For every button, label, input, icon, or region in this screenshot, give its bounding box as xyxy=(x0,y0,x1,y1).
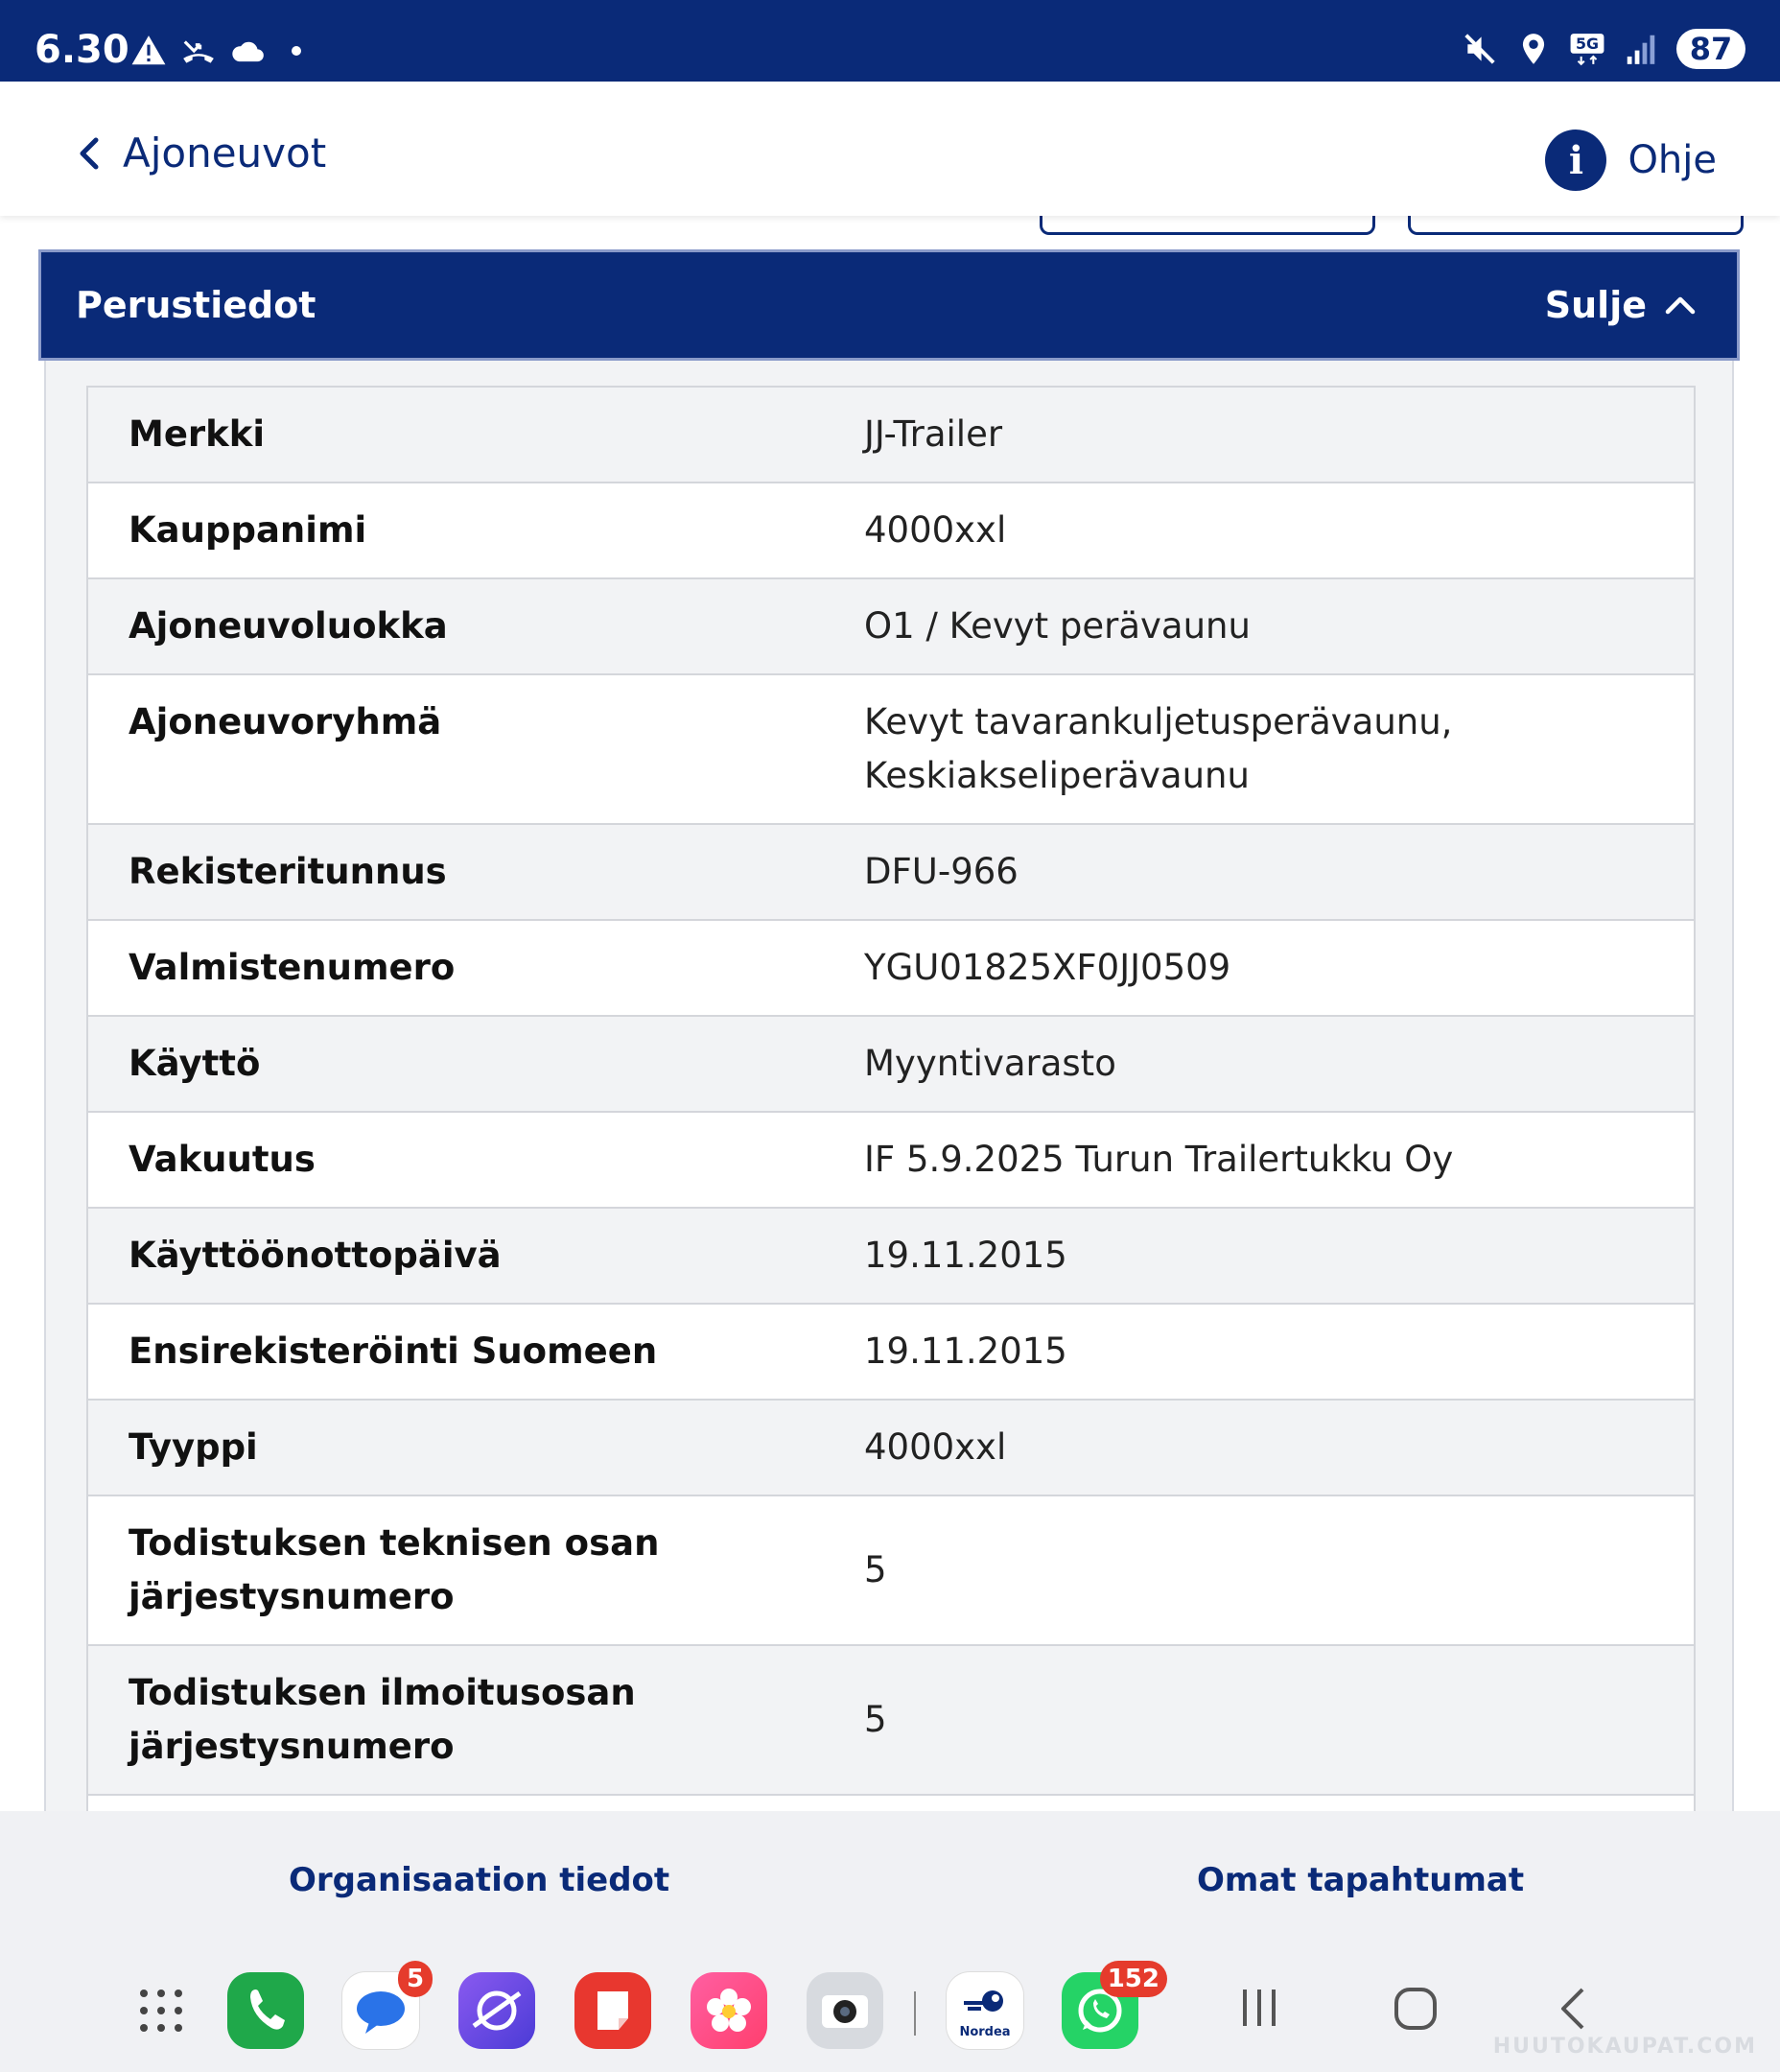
table-row xyxy=(88,388,1694,483)
recent-apps-icon[interactable] xyxy=(1237,1986,1281,2030)
phone-app-icon[interactable] xyxy=(227,1972,304,2049)
watermark: HUUTOKAUPAT.COM xyxy=(1492,2035,1757,2059)
dot-icon xyxy=(292,46,301,56)
camera-app-icon[interactable] xyxy=(807,1972,883,2049)
row-label: Tyyppi xyxy=(129,1426,258,1468)
row-value: 4000xxl xyxy=(864,1426,1007,1468)
row-label: Ensirekisteröinti Suomeen xyxy=(129,1330,658,1372)
bottom-tabs xyxy=(0,1811,1780,1945)
row-label: Merkki xyxy=(129,413,266,455)
nordea-logo-icon xyxy=(947,1972,1023,2049)
table-row xyxy=(88,1496,1694,1646)
row-label: Todistuksen ilmoitusosan järjestysnumero xyxy=(129,1672,636,1767)
basic-info-section xyxy=(38,249,1740,1823)
table-row xyxy=(88,579,1694,675)
dock-separator xyxy=(914,1991,916,2036)
5g-icon xyxy=(1569,31,1605,67)
help-label: Ohje xyxy=(1628,138,1717,182)
tab-organisation-info[interactable]: Organisaation tiedot xyxy=(289,1861,670,1899)
chevron-left-icon xyxy=(75,134,104,173)
chevron-up-icon xyxy=(1664,294,1697,316)
row-label: Ajoneuvoluokka xyxy=(129,605,448,647)
row-value: DFU-966 xyxy=(864,851,1019,892)
row-value: YGU01825XF0JJ0509 xyxy=(864,947,1231,988)
messages-app-icon[interactable] xyxy=(342,1965,425,2049)
row-label: Rekisteritunnus xyxy=(129,851,447,892)
battery-indicator: 87 xyxy=(1676,29,1745,69)
row-value: 5 xyxy=(864,1699,887,1740)
back-button[interactable] xyxy=(75,130,326,177)
row-value: IF 5.9.2025 Turun Trailertukku Oy xyxy=(864,1139,1454,1180)
note-glyph-icon xyxy=(574,1972,651,2049)
signal-icon xyxy=(1623,31,1659,67)
system-nav-bar xyxy=(0,1945,1780,2072)
row-label: Ajoneuvoryhmä xyxy=(129,701,442,742)
status-left-icons xyxy=(130,33,301,69)
cloud-icon xyxy=(230,33,267,69)
apps-grid-icon[interactable] xyxy=(138,1988,184,2034)
info-icon: i xyxy=(1545,130,1606,191)
table-row xyxy=(88,921,1694,1017)
row-label: Valmistenumero xyxy=(129,947,456,988)
section-header[interactable] xyxy=(38,249,1740,361)
location-icon xyxy=(1515,31,1552,67)
row-value: Kevyt tavarankuljetusperävaunu, Keskiakseliperävaunu xyxy=(864,701,1453,796)
back-label: Ajoneuvot xyxy=(123,130,327,177)
table-row xyxy=(88,1305,1694,1401)
internet-app-icon[interactable] xyxy=(458,1972,535,2049)
row-value: 4000xxl xyxy=(864,509,1007,551)
details-table xyxy=(86,386,1696,1823)
whatsapp-app-icon[interactable] xyxy=(1062,1965,1159,2049)
notes-app-icon[interactable] xyxy=(574,1972,651,2049)
help-button[interactable] xyxy=(1545,130,1717,191)
row-value: 5 xyxy=(864,1549,887,1590)
notification-badge: 5 xyxy=(398,1961,433,1997)
table-row xyxy=(88,483,1694,579)
row-value: JJ-Trailer xyxy=(864,413,1003,455)
app-header xyxy=(0,82,1780,216)
table-row xyxy=(88,1017,1694,1113)
planet-glyph-icon xyxy=(458,1972,535,2049)
collapse-button[interactable] xyxy=(1545,284,1697,326)
collapse-label: Sulje xyxy=(1544,284,1647,326)
warning-icon xyxy=(130,33,167,69)
table-row xyxy=(88,1209,1694,1305)
gallery-app-icon[interactable] xyxy=(691,1972,767,2049)
table-row xyxy=(88,675,1694,825)
section-title: Perustiedot xyxy=(76,284,316,326)
phone-glyph-icon xyxy=(227,1972,304,2049)
notification-badge: 152 xyxy=(1100,1961,1167,1997)
back-nav-icon[interactable] xyxy=(1554,1986,1592,2032)
row-value: Myyntivarasto xyxy=(864,1043,1116,1084)
row-value: 19.11.2015 xyxy=(864,1330,1067,1372)
tab-own-events[interactable]: Omat tapahtumat xyxy=(1197,1861,1525,1899)
row-label: Vakuutus xyxy=(129,1139,316,1180)
camera-glyph-icon xyxy=(807,1972,883,2049)
status-right-icons xyxy=(1462,29,1745,69)
row-value: O1 / Kevyt perävaunu xyxy=(864,605,1251,647)
table-row xyxy=(88,825,1694,921)
table-row xyxy=(88,1646,1694,1796)
row-label: Käyttö xyxy=(129,1043,261,1084)
mute-icon xyxy=(1462,31,1498,67)
row-label: Todistuksen teknisen osan järjestysnumero xyxy=(129,1522,660,1617)
table-row xyxy=(88,1113,1694,1209)
row-value: 19.11.2015 xyxy=(864,1235,1067,1276)
table-row xyxy=(88,1401,1694,1496)
flower-glyph-icon xyxy=(691,1972,767,2049)
missed-call-icon xyxy=(180,33,217,69)
nordea-app-icon[interactable] xyxy=(947,1972,1023,2049)
nordea-label: Nordea xyxy=(959,2025,1011,2039)
row-label: Kauppanimi xyxy=(129,509,367,551)
svg-text:5G: 5G xyxy=(1575,35,1600,53)
section-body xyxy=(44,361,1734,1823)
row-label: Käyttöönottopäivä xyxy=(129,1235,502,1276)
home-icon[interactable] xyxy=(1393,1986,1439,2032)
status-bar xyxy=(0,0,1780,82)
status-time: 6.30 xyxy=(35,28,129,72)
